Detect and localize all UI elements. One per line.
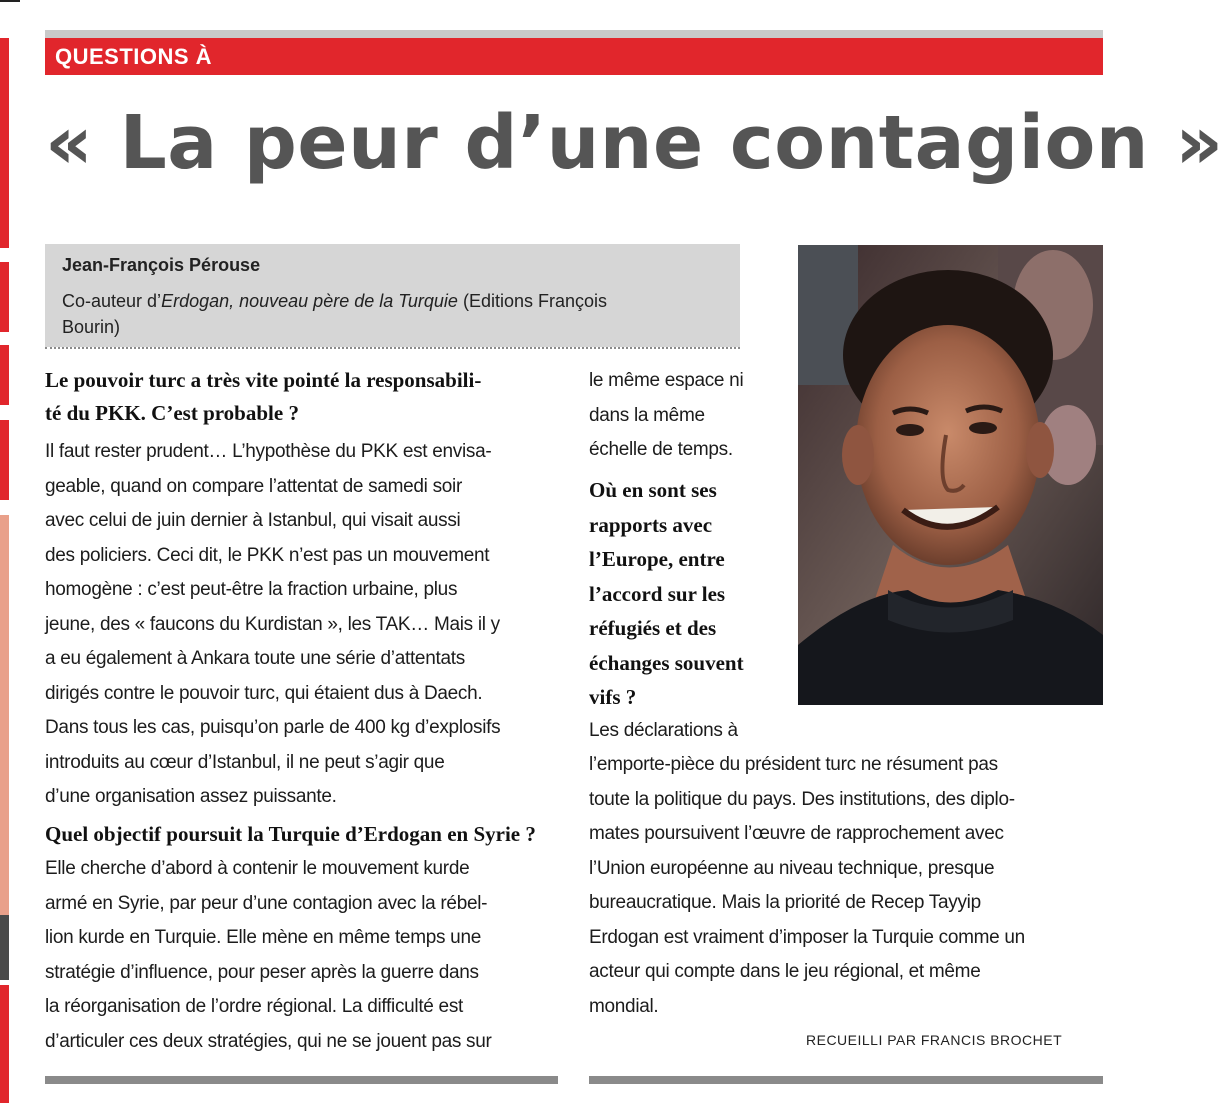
left-edge-tint-strip xyxy=(0,515,9,915)
answer-line: Elle cherche d’abord à contenir le mouvement kurde xyxy=(45,858,470,879)
question-line: réfugiés et des xyxy=(589,616,717,640)
answer-line: avec celui de juin dernier à Istanbul, qui visait aussi xyxy=(45,510,461,531)
answer-line: geable, quand on compare l’attentat de samedi soir xyxy=(45,475,463,497)
answer-line: mondial. xyxy=(589,995,659,1017)
question-line: Quel objectif poursuit la Turquie d’Erdogan en Syrie ? xyxy=(45,822,536,846)
answer-line: Dans tous les cas, puisqu’on parle de 400 kg d’explosifs xyxy=(45,717,501,738)
rubric-banner xyxy=(45,38,1103,75)
answer-line: la réorganisation de l’ordre régional. La difficulté est xyxy=(45,996,464,1017)
answer-line: dirigés contre le pouvoir turc, qui étaient dus à Daech. xyxy=(45,682,483,704)
portrait-photo xyxy=(798,245,1103,705)
left-edge-grey-strip xyxy=(0,915,9,980)
answer-2 xyxy=(45,852,590,1059)
dotted-separator xyxy=(45,347,740,349)
answer-line: le même espace ni xyxy=(589,370,744,391)
answer-line: l’emporte-pièce du président turc ne résument pas xyxy=(589,754,998,775)
answer-line: a eu également à Ankara toute une série d’attentats xyxy=(45,648,465,669)
answer-line: armé en Syrie, par peur d’une contagion avec la rébel- xyxy=(45,892,488,914)
left-edge-red-strip xyxy=(0,985,9,1103)
rubric-label: QUESTIONS À xyxy=(55,44,213,69)
question-2 xyxy=(45,818,590,851)
answer-line: bureaucratique. Mais la priorité de Recep Tayyip xyxy=(589,892,981,913)
answer-line: toute la politique du pays. Des institutions, des diplo- xyxy=(589,788,1015,810)
answer-line: introduits au cœur d’Istanbul, il ne peut s’agir que xyxy=(45,751,445,773)
interview-credit: RECUEILLI PAR FRANCIS BROCHET xyxy=(806,1032,1063,1048)
answer-line: Les déclarations à xyxy=(589,720,738,741)
answer-line: échelle de temps. xyxy=(589,439,733,460)
left-edge-red-strip xyxy=(0,38,9,248)
answer-line: lion kurde en Turquie. Elle mène en même temps une xyxy=(45,927,481,948)
answer-line: des policiers. Ceci dit, le PKK n’est pas un mouvement xyxy=(45,544,490,566)
header-band xyxy=(45,30,1103,38)
left-edge-red-strip xyxy=(0,345,9,405)
answer-line: Il faut rester prudent… L’hypothèse du PKK est envisa- xyxy=(45,441,492,462)
question-line: vifs ? xyxy=(589,685,637,709)
answer-line: stratégie d’influence, pour peser après la guerre dans xyxy=(45,961,479,983)
answer-line: d’articuler ces deux stratégies, qui ne se jouent pas sur xyxy=(45,1030,492,1052)
question-line: Où en sont ses xyxy=(589,478,717,502)
question-line: l’accord sur les xyxy=(589,581,726,606)
top-corner-rule xyxy=(0,0,20,2)
book-title: Erdogan, nouveau père de la Turquie xyxy=(161,291,458,311)
question-line: l’Europe, entre xyxy=(589,547,725,571)
question-1 xyxy=(45,364,590,430)
answer-3-start xyxy=(589,714,799,749)
left-edge-red-strip xyxy=(0,420,9,500)
question-line: rapports avec xyxy=(589,512,713,537)
answer-line: Erdogan est vraiment d’imposer la Turquie comme un xyxy=(589,926,1025,948)
answer-line: acteur qui compte dans le jeu régional, et même xyxy=(589,961,981,982)
answer-1 xyxy=(45,435,590,815)
answer-line: mates poursuivent l’œuvre de rapprochement avec xyxy=(589,823,1004,844)
left-edge-red-strip xyxy=(0,262,9,332)
question-line: té du PKK. C’est probable ? xyxy=(45,401,299,425)
question-3 xyxy=(589,473,789,715)
bottom-rule-left xyxy=(45,1076,558,1084)
answer-3 xyxy=(589,748,1099,1024)
interviewee-role: Co-auteur d’Erdogan, nouveau père de la Turquie (Editions François Bourin) xyxy=(62,291,608,337)
headline: « La peur d’une contagion » xyxy=(45,100,1224,186)
answer-line: homogène : c’est peut-être la fraction urbaine, plus xyxy=(45,579,458,600)
interviewee-name: Jean-François Pérouse xyxy=(62,255,261,275)
answer-line: jeune, des « faucons du Kurdistan », les TAK… Mais il y xyxy=(45,613,500,635)
question-line: Le pouvoir turc a très vite pointé la responsabili- xyxy=(45,368,482,392)
answer-line: d’une organisation assez puissante. xyxy=(45,786,337,807)
question-line: échanges souvent xyxy=(589,650,744,675)
answer-line: l’Union européenne au niveau technique, presque xyxy=(589,857,995,879)
answer-2-continued xyxy=(589,364,789,468)
answer-line: dans la même xyxy=(589,404,705,426)
bottom-rule-right xyxy=(589,1076,1103,1084)
